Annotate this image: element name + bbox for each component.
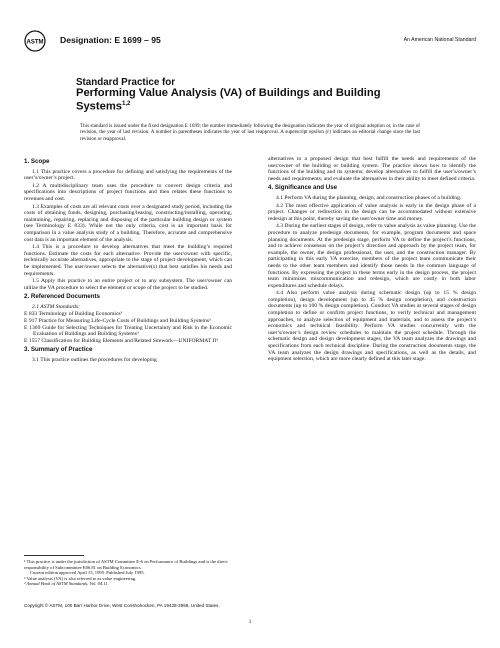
- section-1-heading: 1. Scope: [24, 158, 50, 165]
- footnote-3: ³ Annual Book of ASTM Standards, Vol. 04.11.: [24, 581, 109, 586]
- paragraph-3-1: 3.1 This practice outlines the procedures for developing: [32, 357, 157, 364]
- reference-e917: E 917 Practice for Measuring Life-Cycle Costs of Buildings and Building Systems³: [24, 318, 211, 325]
- title-line-2: Performing Value Analysis (VA) of Buildings and Building: [76, 87, 381, 99]
- reference-e1557: E 1557 Classification for Building Elements and Related Sitework—UNIFORMAT II³: [24, 337, 218, 344]
- american-national-standard-label: An American National Standard: [403, 37, 476, 43]
- paragraph-4-4: 4.4 Also perform value analysis during schematic design (up to 15 % design completion), design development (up to 45 % design completion), and construction documents (up to 100 % design completion). Conduct VA studies at several stages of design completion to define or confirm project functions, to verify technical and management approaches, to analyze selection of equipment and materials, and to assess the project’s economics and technical feasibility. Perform VA studies concurrently with the user’s/owner’s design review schedules to maintain the project schedule. Through the schematic design and design development stages, the VA team analyzes the drawings and specifications from each technical discipline. During the construction documents stage, the VA team analyzes the design drawings and specifications, as well as the details, and equipment selection, which are more clearly defined at this later stage.: [268, 290, 476, 363]
- section-3-heading: 3. Summary of Practice: [24, 346, 93, 354]
- footnote-2: ² Value analysis (VA) is also referred to as value engineering.: [24, 575, 137, 581]
- paragraph-1-2: 1.2 A multidisciplinary team uses the procedure to convert design criteria and specifications into descriptions of project functions and then relates these functions to revenues and cost.: [24, 182, 232, 202]
- footnote-1-edition: Current edition approved April 15, 1995. Published July 1995.: [30, 570, 145, 575]
- title-line-1: Standard Practice for: [76, 77, 176, 88]
- left-column: [24, 156, 232, 365]
- copyright-line: Copyright © ASTM, 100 Barr Harbor Drive, West Conshohocken, PA 19428-2959, United States.: [24, 603, 220, 608]
- paragraph-4-1: 4.1 Perform VA during the planning, design, and construction phases of a building.: [276, 194, 462, 201]
- title-line-3: Systems$^{1,2}$: [76, 100, 131, 113]
- designation-notice: This standard is issued under the fixed designation E 1699; the number immediately following the designation indicates the year of original adoption or, in the case of revision, the year of last revision. A number in parentheses indicates the year of last reapproval. A superscript epsilon (ε) indicates an editorial change since the last revision or reapproval.: [80, 123, 420, 142]
- footnote-divider: [24, 555, 84, 556]
- footnotes: [24, 555, 232, 587]
- title-superscript: 1,2: [122, 101, 131, 107]
- section-4-heading: 4. Significance and Use: [268, 184, 338, 192]
- footnote-1: ¹ This practice is under the jurisdiction of ASTM Committee E-6 on Performance of Buildings and is the direct responsibility of Subcommittee E06.81 on Building Economics.: [24, 559, 228, 570]
- svg-text:ASTM: ASTM: [26, 39, 44, 46]
- designation: Designation: E 1699 – 95: [60, 35, 161, 45]
- paragraph-1-4: 1.4 This is a procedure to develop alternatives that meet the building’s required functions. Estimate the costs for each alternative. Provide the user/owner with specific, technically accurate alternatives, appropriate to the stage of project development, which can be implemented. The user/owner selects the alternative(s) that best satisfies his needs and requirements.: [24, 244, 232, 277]
- reference-e833: E 833 Terminology of Building Economics³: [24, 311, 123, 318]
- document-title: [76, 77, 436, 113]
- reference-e1369: E 1369 Guide for Selecting Techniques for Treating Uncertainty and Risk in the Economic Evaluation of Buildings and Building Systems³: [24, 324, 232, 338]
- astm-logo-icon: [24, 30, 46, 52]
- page-number: 1: [248, 619, 252, 625]
- paragraph-3-1-continued: alternatives to a proposed design that best fulfill the needs and requirements of the user/owner of the building or building system. The practice shows how to identify the functions of the building and its systems; develop alternatives to fulfill the user’s/owner’s needs and requirements; and evaluate the alternatives in their ability to meet defined criteria.: [268, 156, 476, 182]
- paragraph-1-3: 1.3 Examples of costs are all relevant costs over a designated study period, including the costs of obtaining funds, designing, purchasing/leasing, constructing/installing, operating, maintaining, repairing, replacing and disposing of the particular building design or system (see Terminology E 833). While not the only criteria, cost is an important basis for comparison in a value analysis study of a building. Therefore, accurate and comprehensive cost data is an important element of the analysis.: [24, 203, 232, 243]
- paragraph-2-1: 2.1 ASTM Standards:: [32, 303, 81, 310]
- right-column: [268, 156, 476, 364]
- section-2-heading: 2. Referenced Documents: [24, 293, 100, 301]
- paragraph-4-2: 4.2 The most effective application of value analysis is early in the design phase of a project. Changes or redirection in the design can be accommodated without extensive redesign at this point, thereby saving the user/owner time and money.: [268, 202, 476, 222]
- paragraph-1-5: 1.5 Apply this practice to an entire project or to any subsystem. The user/owner can utilize the VA procedure to select the element or scope of the project to be studied.: [24, 278, 232, 291]
- paragraph-4-3: 4.3 During the earliest stages of design, refer to value analysis as value planning. Use the procedure to analyze predesign documents, for example, program documents and space planning documents. At the predesign stage, perform VA to define the project’s functions, and to achieve consensus on the project’s direction and approach by the project team, for example, the owner, the design professional, the user, and the construction manager. By participating in this early VA exercise, members of the project team communicate their needs to the other team members and identify those needs in the common language of functions. By expressing the project in these terms early in the design process, the project team minimizes miscommunication and redesign, which are costly in both labor expenditures and schedule delays.: [268, 223, 476, 289]
- document-header: [24, 30, 476, 52]
- paragraph-1-1: 1.1 This practice covers a procedure for defining and satisfying the requirements of the user’s/owner’s project.: [24, 168, 232, 182]
